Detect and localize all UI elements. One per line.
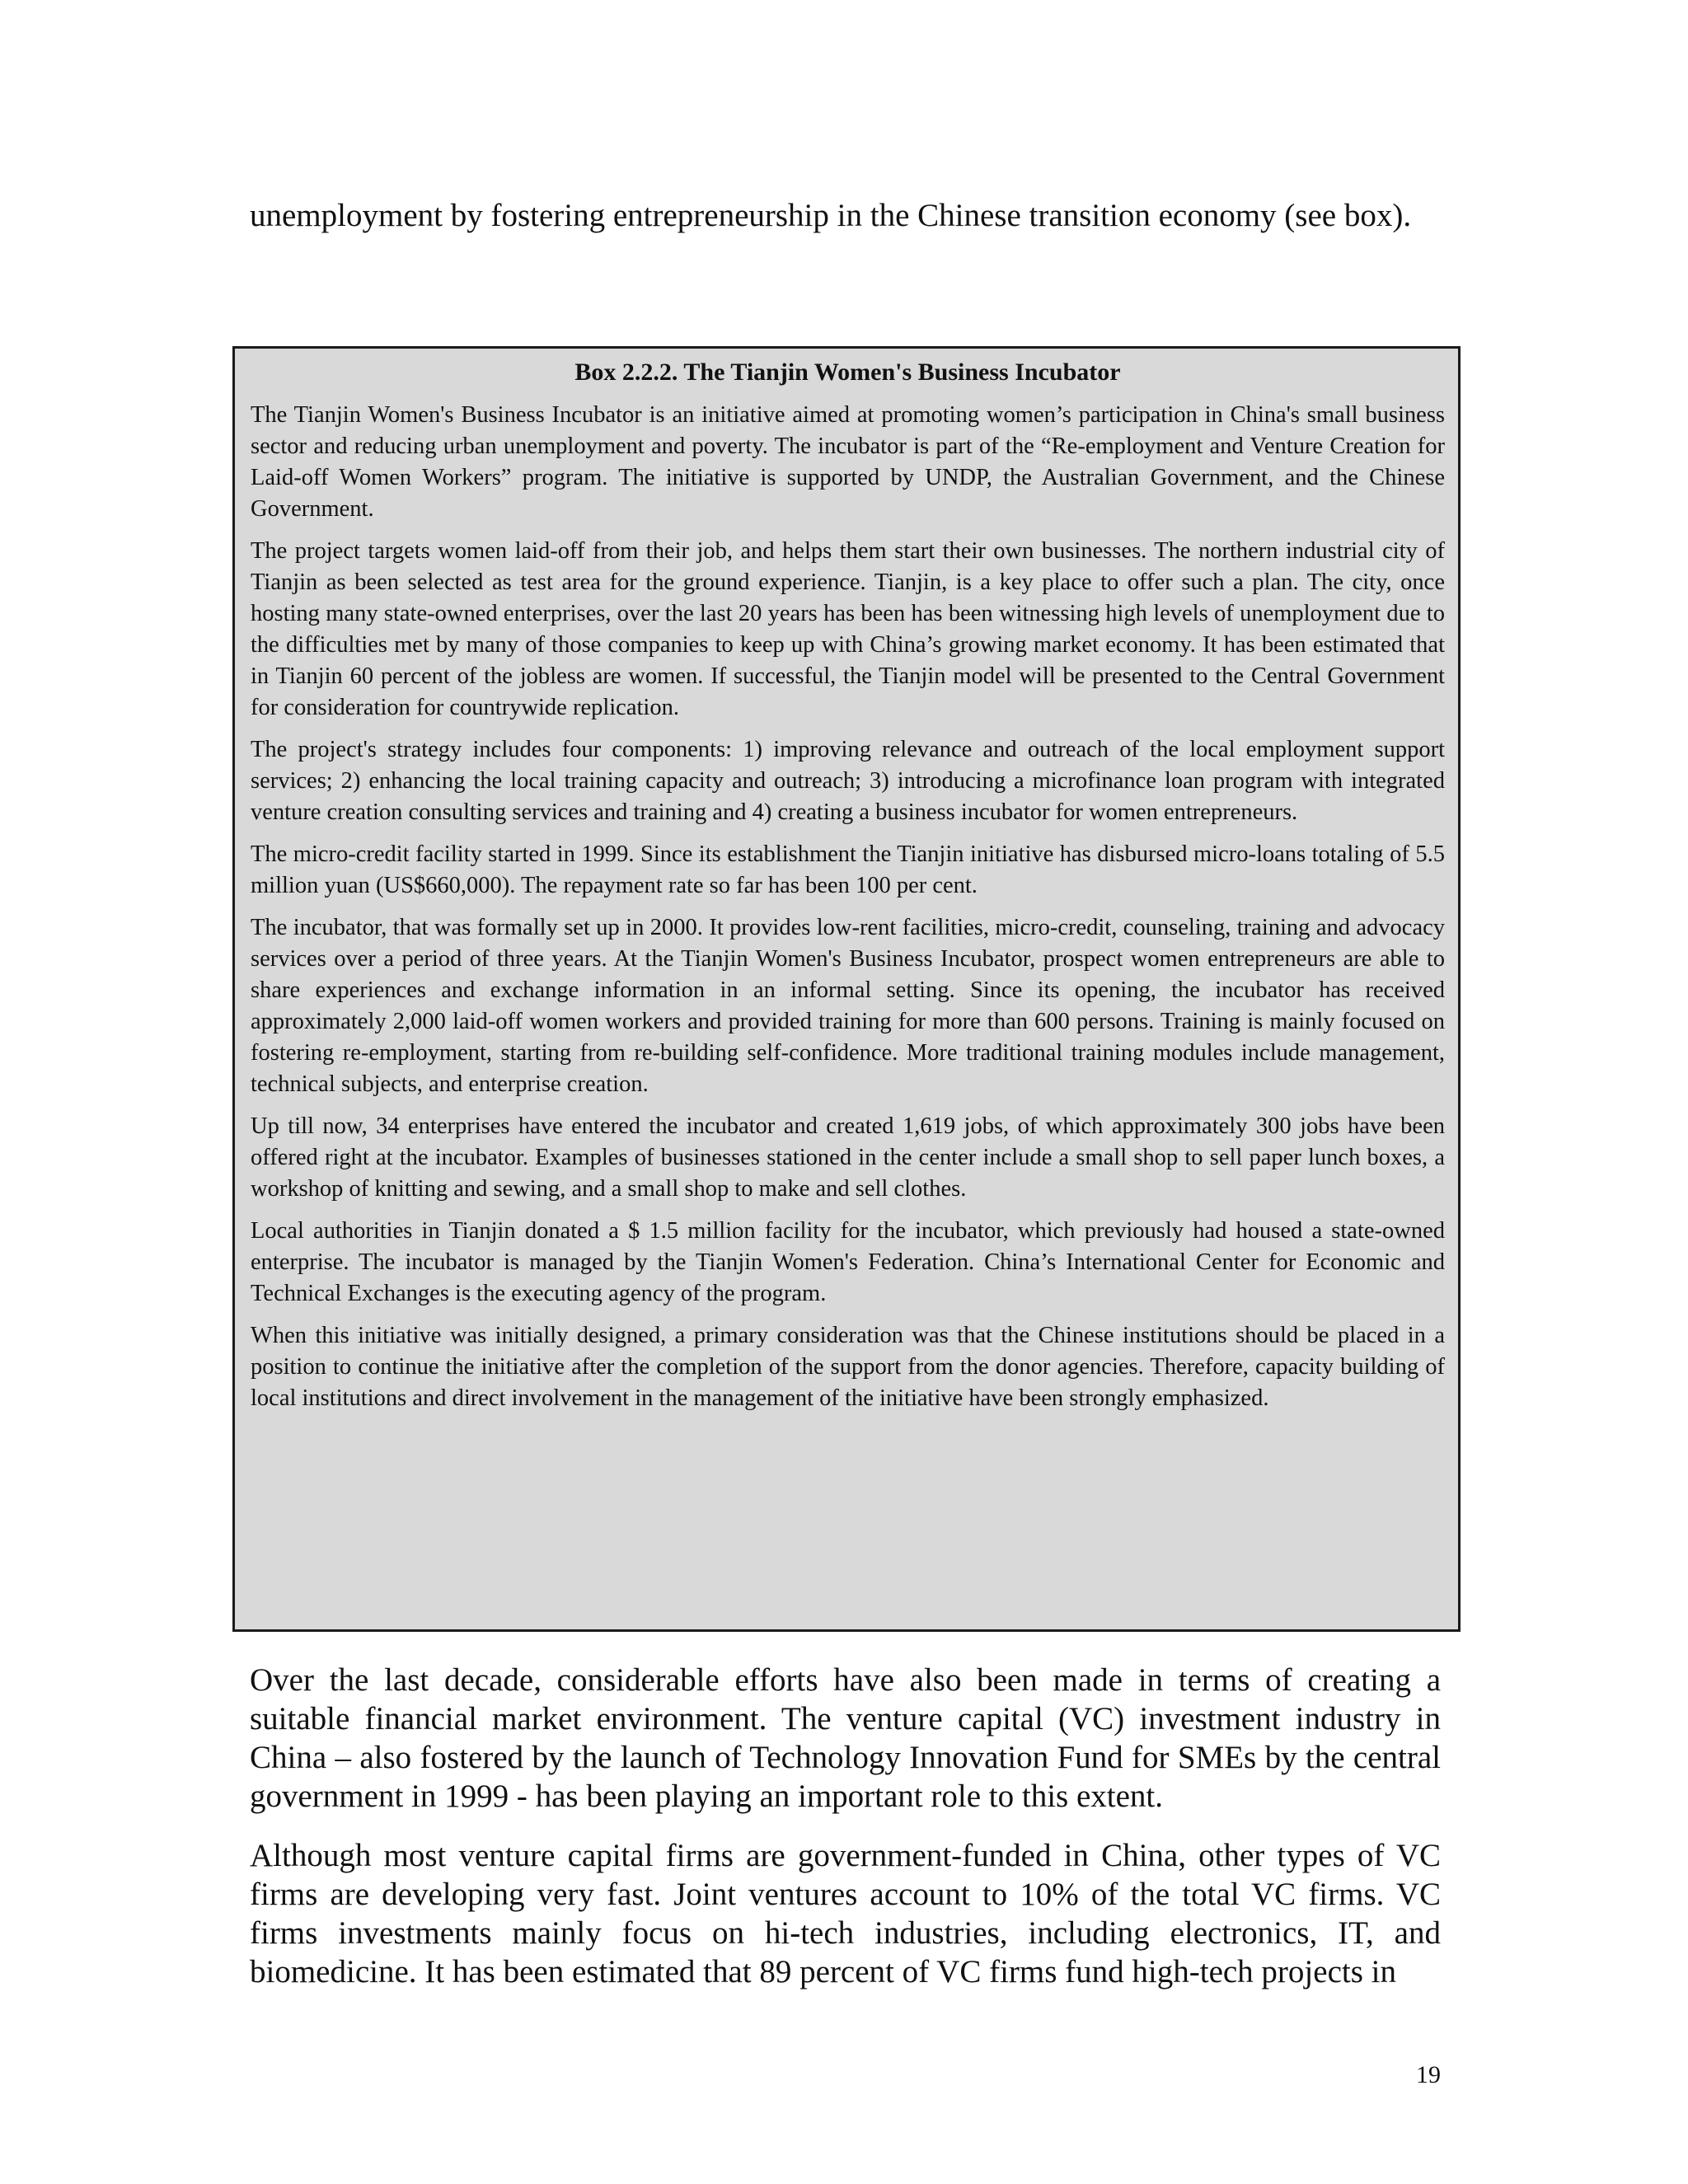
page-number: 19 xyxy=(1416,2061,1441,2088)
box-paragraph: The micro-credit facility started in 1999. Since its establishment the Tianjin initiative has disbursed micro-loans totaling of 5.5 million yuan (US$660,000). The repayment rate so far has been 100 per cent. xyxy=(251,841,1445,898)
box-paragraph: The project targets women laid-off from their job, and helps them start their own businesses. The northern industrial city of Tianjin as been selected as test area for the ground experience. Tianjin, is a key place to offer such a plan. The city, once hosting many state-owned enterprises, over the last 20 years has been has been witnessing high levels of unemployment due to the difficulties met by many of those companies to keep up with China’s growing market economy. It has been estimated that in Tianjin 60 percent of the jobless are women. If successful, the Tianjin model will be presented to the Central Government for consideration for countrywide replication. xyxy=(251,538,1445,720)
box-title: Box 2.2.2. The Tianjin Women's Business Incubator xyxy=(574,359,1121,386)
body-paragraph: Although most venture capital firms are government-funded in China, other types of VC firms are developing very fast. Joint ventures account to 10% of the total VC firms. VC firms investments mainly focus on hi-tech industries, including electronics, IT, and biomedicine. It has been estimated that 89 percent of VC firms fund high-tech projects in xyxy=(250,1838,1441,1990)
box-paragraph: The incubator, that was formally set up in 2000. It provides low-rent facilities, micro-credit, counseling, training and advocacy services over a period of three years. At the Tianjin Women's Business Incubator, prospect women entrepreneurs are able to share experiences and exchange information in an informal setting. Since its opening, the incubator has received approximately 2,000 laid-off women workers and provided training for more than 600 persons. Training is mainly focused on fostering re-employment, starting from re-building self-confidence. More traditional training modules include management, technical subjects, and enterprise creation. xyxy=(251,915,1445,1097)
box-paragraph: When this initiative was initially designed, a primary consideration was that the Chinese institutions should be placed in a position to continue the initiative after the completion of the support from the donor agencies. Therefore, capacity building of local institutions and direct involvement in the management of the initiative have been strongly emphasized. xyxy=(251,1323,1445,1411)
body-paragraph: Over the last decade, considerable efforts have also been made in terms of creating a suitable financial market environment. The venture capital (VC) investment industry in China – also fostered by the launch of Technology Innovation Fund for SMEs by the central government in 1999 - has been playing an important role to this extent. xyxy=(250,1662,1441,1814)
box-paragraph: Local authorities in Tianjin donated a $ 1.5 million facility for the incubator, which previously had housed a state-owned enterprise. The incubator is managed by the Tianjin Women's Federation. China’s International Center for Economic and Technical Exchanges is the executing agency of the program. xyxy=(251,1218,1445,1306)
intro-paragraph: unemployment by fostering entrepreneurship in the Chinese transition economy (see box). xyxy=(250,198,1412,233)
box-paragraph: The Tianjin Women's Business Incubator is an initiative aimed at promoting women’s participation in China's small business sector and reducing urban unemployment and poverty. The incubator is part of the “Re-employment and Venture Creation for Laid-off Women Workers” program. The initiative is supported by UNDP, the Australian Government, and the Chinese Government. xyxy=(251,402,1445,522)
box-paragraph: Up till now, 34 enterprises have entered the incubator and created 1,619 jobs, of which approximately 300 jobs have been offered right at the incubator. Examples of businesses stationed in the center include a small shop to sell paper lunch boxes, a workshop of knitting and sewing, and a small shop to make and sell clothes. xyxy=(251,1113,1445,1202)
text-box-tianjin-incubator xyxy=(232,346,1461,1632)
box-paragraph: The project's strategy includes four components: 1) improving relevance and outreach of the local employment support services; 2) enhancing the local training capacity and outreach; 3) introducing a microfinance loan program with integrated venture creation consulting services and training and 4) creating a business incubator for women entrepreneurs. xyxy=(251,737,1445,825)
